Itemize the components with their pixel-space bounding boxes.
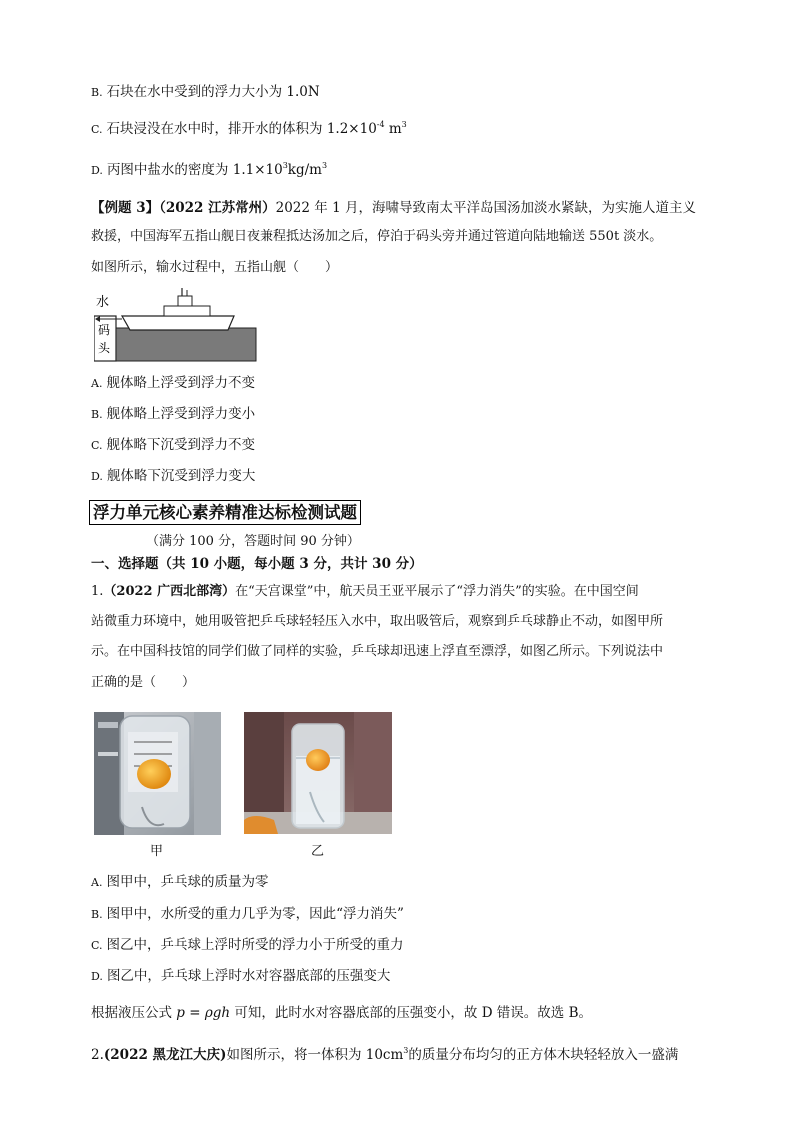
option-text: 石块浸没在水中时，排开水的体积为 1.2×10 — [106, 121, 377, 137]
unit: kg/m — [287, 162, 322, 178]
option-text: 舰体略下沉受到浮力不变 — [106, 437, 256, 453]
example3-option-c — [91, 436, 255, 455]
unit-exponent: 3 — [401, 120, 407, 129]
section-heading: 一、选择题（共 10 小题，每小题 3 分，共计 30 分） — [91, 556, 423, 572]
example3-option-a — [91, 374, 255, 393]
q1-option-d — [91, 967, 390, 986]
dock-label-1: 码 — [98, 323, 111, 337]
example-tag: 【例题 3】 — [91, 200, 160, 216]
pingpong-ball — [137, 759, 171, 789]
question-text: 在“天宫课堂”中，航天员王亚平展示了“浮力消失”的实验。在中国空间 — [235, 584, 639, 599]
question-number: 2. — [91, 1047, 104, 1063]
option-key: D. — [91, 470, 103, 483]
q1-option-c — [91, 936, 404, 955]
q2-line1 — [91, 1046, 678, 1064]
ship-dock-figure — [94, 286, 258, 364]
q1-analysis — [91, 1004, 592, 1022]
example3-line3: 如图所示，输水过程中，五指山舰（ ） — [91, 260, 339, 275]
photo-yi — [244, 712, 392, 834]
dock-label-2: 头 — [98, 341, 111, 355]
water-area — [116, 328, 256, 361]
option-text: 图甲中，水所受的重力几乎为零，因此“浮力消失” — [106, 906, 404, 922]
test-subtitle: （满分 100 分，答题时间 90 分钟） — [146, 534, 360, 549]
example3-line2: 救援，中国海军五指山舰日夜兼程抵达汤加之后，停泊于码头旁并通过管道向陆地输送 550t 淡水。 — [91, 229, 663, 244]
analysis-formula: p = ρgh — [176, 1005, 231, 1021]
option-text: 丙图中盐水的密度为 1.1×10 — [106, 162, 283, 178]
option-key: D. — [91, 970, 103, 983]
unit: m — [384, 121, 402, 137]
option-text: 舰体略下沉受到浮力变大 — [106, 468, 256, 484]
question-text: 如图所示，将一体积为 10cm — [226, 1047, 404, 1063]
question-source: （2022 广西北部湾） — [103, 584, 236, 599]
question-source: (2022 黑龙江大庆) — [103, 1047, 227, 1063]
q1-line4: 正确的是（ ） — [91, 675, 196, 690]
option-b — [91, 83, 320, 102]
exponent: -4 — [376, 120, 385, 129]
question-number: 1. — [91, 584, 104, 599]
option-key: C. — [91, 439, 103, 452]
option-text: 图乙中，乒乓球上浮时水对容器底部的压强变大 — [106, 968, 391, 984]
ship-cabin — [164, 306, 210, 316]
analysis-pre: 根据液压公式 — [91, 1005, 172, 1021]
example-text: 2022 年 1 月，海啸导致南太平洋岛国汤加淡水紧缺，为实施人道主义 — [275, 200, 696, 216]
exponent: 3 — [403, 1046, 409, 1055]
q1-option-a — [91, 873, 268, 892]
unit-exponent: 3 — [321, 161, 328, 170]
example-source: （2022 江苏常州） — [159, 200, 276, 216]
exponent: 3 — [282, 161, 288, 170]
option-text: 舰体略上浮受到浮力变小 — [106, 406, 256, 422]
caption-jia: 甲 — [150, 844, 164, 859]
option-text: 舰体略上浮受到浮力不变 — [106, 375, 255, 391]
example3-option-b — [91, 405, 255, 424]
option-text: 图乙中，乒乓球上浮时所受的浮力小于所受的重力 — [106, 937, 404, 953]
ship-hull — [122, 316, 234, 330]
photo-jia — [94, 712, 221, 835]
question-text-post: 的质量分布均匀的正方体木块轻轻放入一盛满 — [408, 1047, 679, 1063]
option-text: 图甲中，乒乓球的质量为零 — [106, 874, 269, 890]
water-label: 水 — [96, 295, 110, 310]
option-key: B. — [91, 408, 103, 421]
pingpong-ball — [306, 749, 330, 771]
option-key: B. — [91, 86, 103, 99]
q1-option-b — [91, 905, 404, 924]
museum-photo — [244, 712, 392, 834]
option-key: D. — [91, 164, 103, 177]
analysis-post: 可知，此时水对容器底部的压强变小，故 D 错误。故选 B。 — [234, 1005, 593, 1021]
option-key: A. — [91, 876, 103, 889]
ship-bridge — [178, 296, 192, 306]
test-title: 浮力单元核心素养精准达标检测试题 — [89, 500, 361, 525]
q1-line2: 站微重力环境中，她用吸管把乒乓球轻轻压入水中，取出吸管后，观察到乒乓球静止不动，如图甲所 — [91, 614, 664, 629]
space-station-photo — [94, 712, 221, 835]
q1-line1 — [91, 583, 639, 601]
option-key: B. — [91, 908, 103, 921]
option-key: A. — [91, 377, 103, 390]
option-text: 石块在水中受到的浮力大小为 1.0N — [106, 84, 320, 100]
option-c — [91, 120, 407, 139]
option-key: C. — [91, 939, 103, 952]
option-key: C. — [91, 123, 103, 136]
example3-line1 — [91, 199, 696, 217]
example3-option-d — [91, 467, 255, 486]
option-d — [91, 161, 327, 180]
caption-yi: 乙 — [311, 844, 325, 859]
q1-line3: 示。在中国科技馆的同学们做了同样的实验，乒乓球却迅速上浮直至漂浮，如图乙所示。下列说法中 — [91, 644, 664, 659]
